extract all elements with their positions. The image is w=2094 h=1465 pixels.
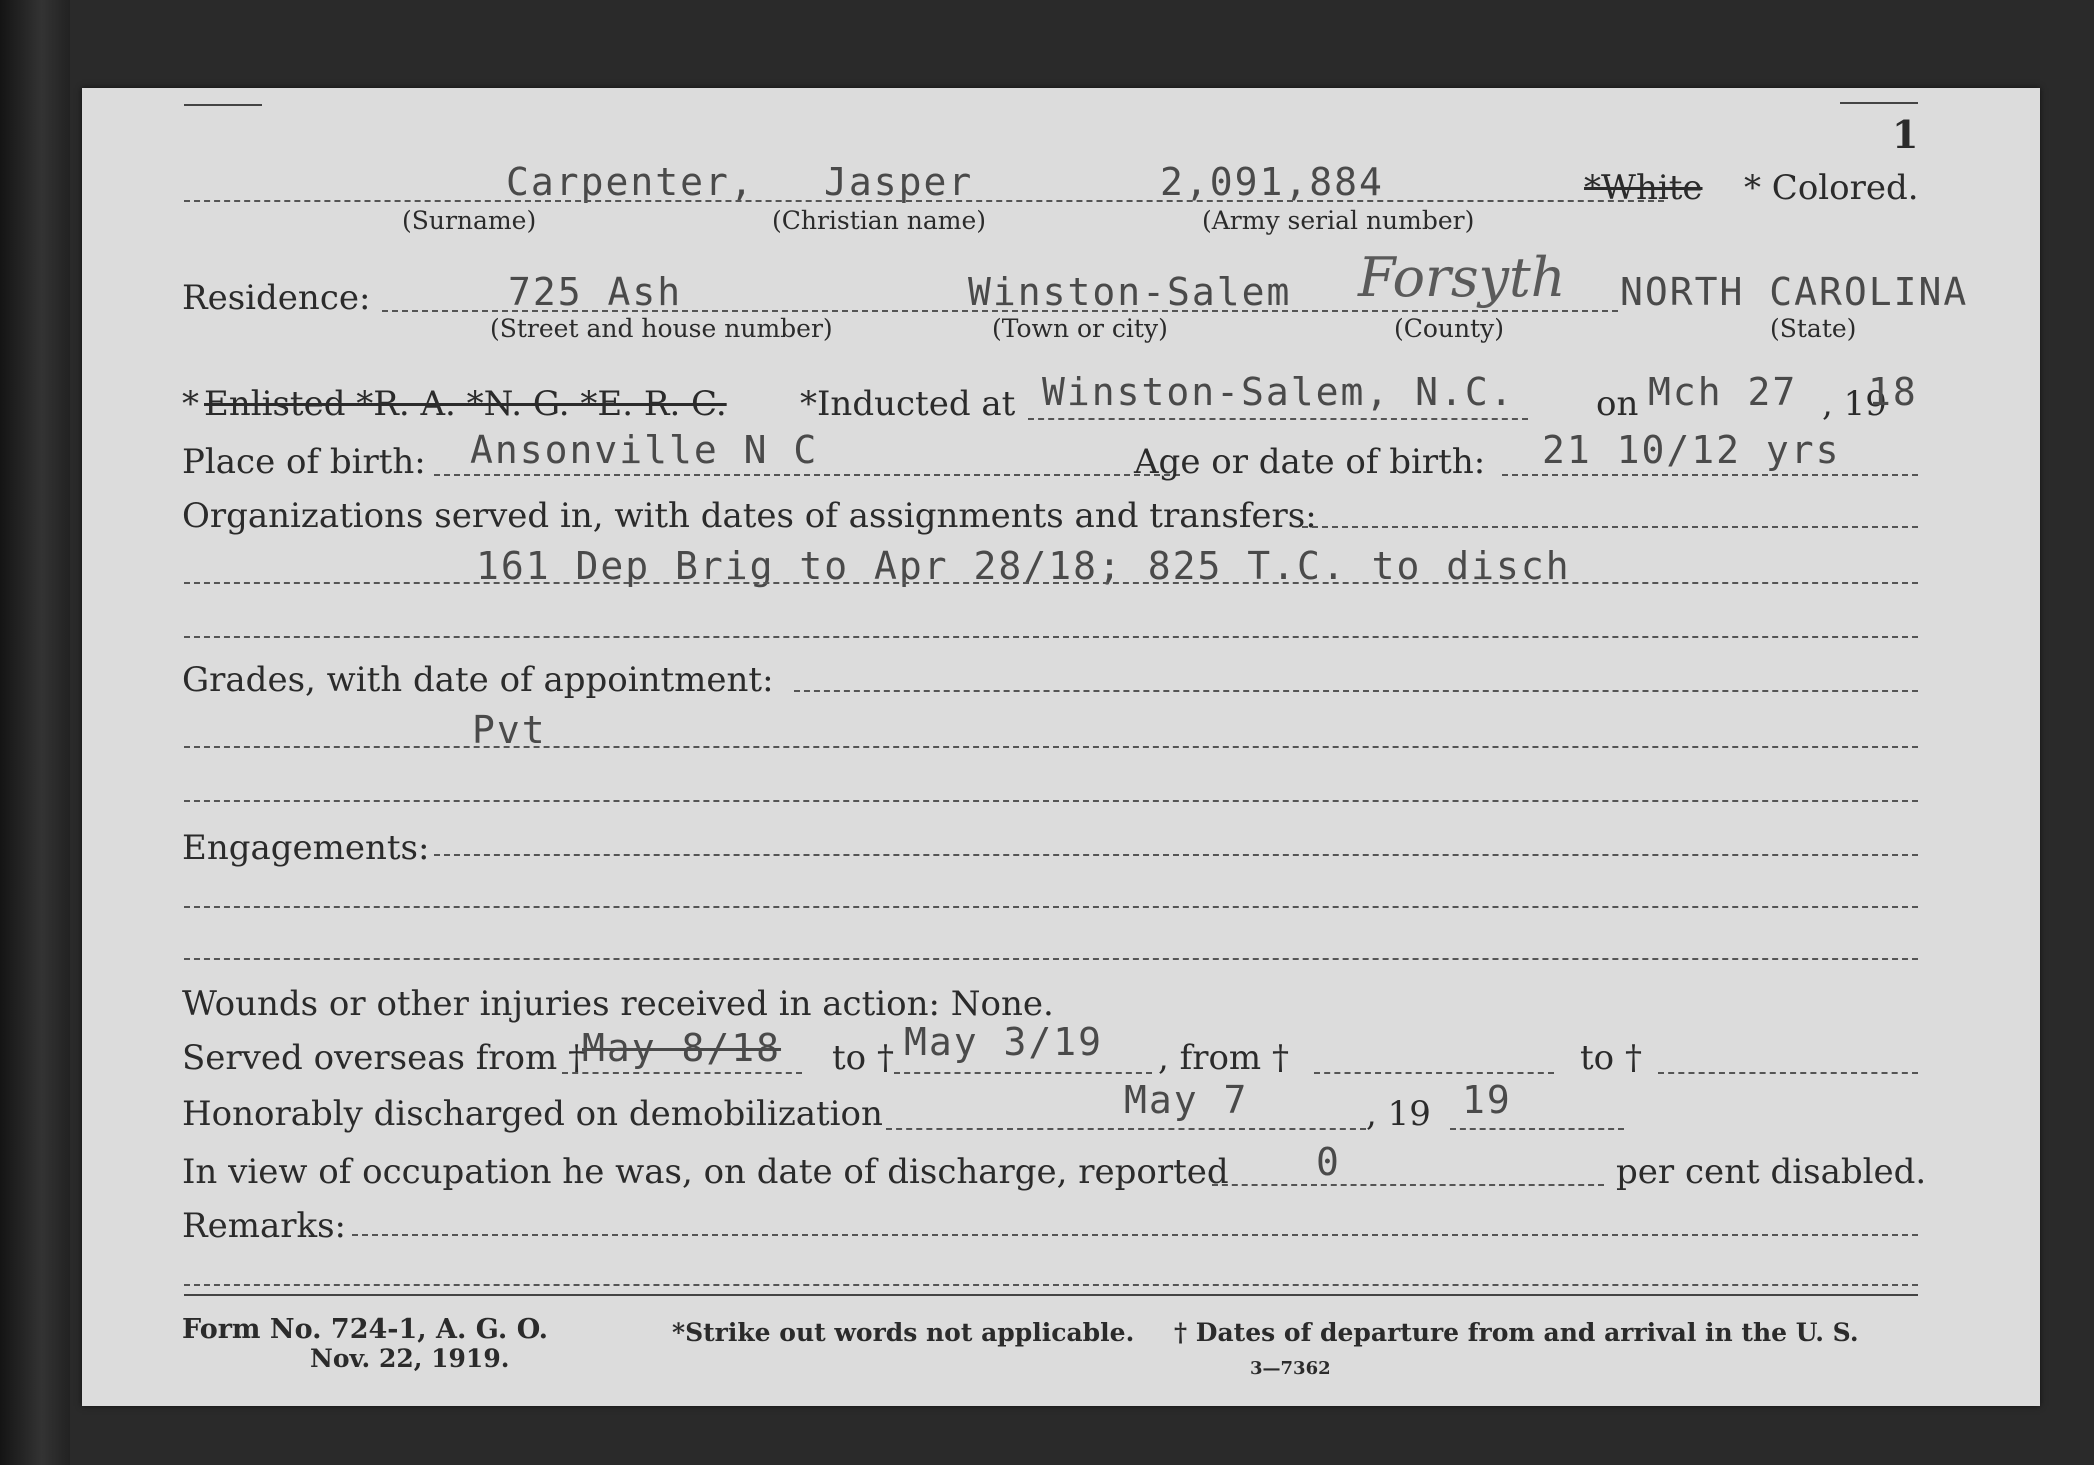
county-caption: (County) bbox=[1394, 314, 1505, 343]
discharge-year-line bbox=[1450, 1128, 1624, 1130]
discharge-date-value: May 7 bbox=[1124, 1078, 1249, 1122]
form-date: Nov. 22, 1919. bbox=[310, 1344, 510, 1373]
overseas-to2-line bbox=[1658, 1072, 1918, 1074]
state-value: NORTH CAROLINA bbox=[1620, 270, 1969, 314]
remarks-line-1 bbox=[352, 1234, 1918, 1236]
service-record-card bbox=[82, 88, 2040, 1406]
induction-date-value: Mch 27 bbox=[1648, 370, 1798, 414]
serial-caption: (Army serial number) bbox=[1202, 206, 1475, 235]
overseas-from2-label: , from † bbox=[1158, 1038, 1289, 1078]
residence-line bbox=[382, 310, 1618, 312]
name-line bbox=[184, 200, 1664, 202]
remarks-line-2 bbox=[184, 1284, 1918, 1286]
overseas-to-value: May 3/19 bbox=[904, 1020, 1104, 1064]
serial-number-value: 2,091,884 bbox=[1160, 160, 1384, 204]
age-label: Age or date of birth: bbox=[1134, 442, 1486, 482]
grades-line-2 bbox=[184, 746, 1918, 748]
surname-caption: (Surname) bbox=[402, 206, 537, 235]
organizations-value: 161 Dep Brig to Apr 28/18; 825 T.C. to disch bbox=[476, 544, 1571, 588]
organizations-line-2 bbox=[184, 582, 1918, 584]
grades-line-3 bbox=[184, 800, 1918, 802]
overseas-to-label: to † bbox=[832, 1038, 894, 1078]
birthplace-value: Ansonville N C bbox=[470, 428, 819, 472]
top-right-rule bbox=[1840, 102, 1918, 104]
birthplace-line bbox=[434, 474, 1180, 476]
enlisted-star: * bbox=[182, 384, 199, 424]
induction-year-prefix: , 19 bbox=[1822, 384, 1887, 424]
discharge-year-value: 19 bbox=[1462, 1078, 1512, 1122]
grades-label: Grades, with date of appointment: bbox=[182, 660, 774, 700]
town-value: Winston-Salem bbox=[968, 270, 1292, 314]
induction-place-line bbox=[1028, 418, 1528, 420]
engagements-line-1 bbox=[434, 854, 1918, 856]
disability-suffix: per cent disabled. bbox=[1616, 1152, 1927, 1192]
organizations-label: Organizations served in, with dates of assignments and transfers: bbox=[182, 496, 1317, 536]
print-code: 3—7362 bbox=[1250, 1358, 1331, 1379]
overseas-from2-line bbox=[1314, 1072, 1554, 1074]
inducted-label: *Inducted at bbox=[800, 384, 1016, 424]
inducted-place-value: Winston-Salem, N.C. bbox=[1042, 370, 1515, 414]
form-number: Form No. 724-1, A. G. O. bbox=[182, 1314, 549, 1345]
town-caption: (Town or city) bbox=[992, 314, 1168, 343]
age-value: 21 10/12 yrs bbox=[1542, 428, 1841, 472]
birthplace-label: Place of birth: bbox=[182, 442, 426, 482]
county-value: Forsyth bbox=[1358, 246, 1566, 309]
induction-year-value: 18 bbox=[1868, 370, 1918, 414]
grades-line-1 bbox=[794, 690, 1918, 692]
age-line bbox=[1502, 474, 1918, 476]
engagements-line-3 bbox=[184, 958, 1918, 960]
surname-value: Carpenter, bbox=[506, 160, 755, 204]
state-caption: (State) bbox=[1770, 314, 1857, 343]
race-colored: * Colored. bbox=[1744, 168, 1919, 208]
street-value: 725 Ash bbox=[508, 270, 683, 314]
discharge-year-prefix: , 19 bbox=[1366, 1094, 1431, 1134]
remarks-line-3 bbox=[184, 1294, 1918, 1296]
grades-value: Pvt bbox=[472, 708, 547, 752]
overseas-from-line bbox=[562, 1072, 802, 1074]
scanner-edge bbox=[0, 0, 70, 1465]
disability-label: In view of occupation he was, on date of discharge, reported bbox=[182, 1152, 1229, 1192]
enlisted-struck: Enlisted *R. A. *N. G. *E. R. C. bbox=[204, 384, 727, 424]
discharge-date-line bbox=[886, 1128, 1366, 1130]
overseas-to2-label: to † bbox=[1580, 1038, 1642, 1078]
disability-value: 0 bbox=[1316, 1140, 1341, 1184]
discharge-label: Honorably discharged on demobilization bbox=[182, 1094, 883, 1134]
christian-caption: (Christian name) bbox=[772, 206, 987, 235]
strike-note: *Strike out words not applicable. bbox=[672, 1318, 1135, 1347]
remarks-label: Remarks: bbox=[182, 1206, 346, 1246]
overseas-from-value: May 8/18 bbox=[582, 1026, 782, 1070]
residence-label: Residence: bbox=[182, 278, 371, 318]
top-left-rule bbox=[184, 104, 262, 106]
overseas-to-line bbox=[894, 1072, 1152, 1074]
induction-on-label: on bbox=[1596, 384, 1639, 424]
organizations-line-1 bbox=[1302, 526, 1918, 528]
wounds-label: Wounds or other injuries received in action: None. bbox=[182, 984, 1054, 1024]
overseas-label: Served overseas from † bbox=[182, 1038, 586, 1078]
race-white-struck: *White bbox=[1584, 168, 1703, 208]
engagements-line-2 bbox=[184, 906, 1918, 908]
disability-line bbox=[1212, 1184, 1604, 1186]
street-caption: (Street and house number) bbox=[490, 314, 833, 343]
engagements-label: Engagements: bbox=[182, 828, 430, 868]
christian-name-value: Jasper bbox=[824, 160, 974, 204]
card-number: 1 bbox=[1892, 112, 1919, 157]
organizations-line-3 bbox=[184, 636, 1918, 638]
dates-note: † Dates of departure from and arrival in the U. S. bbox=[1174, 1318, 1859, 1347]
